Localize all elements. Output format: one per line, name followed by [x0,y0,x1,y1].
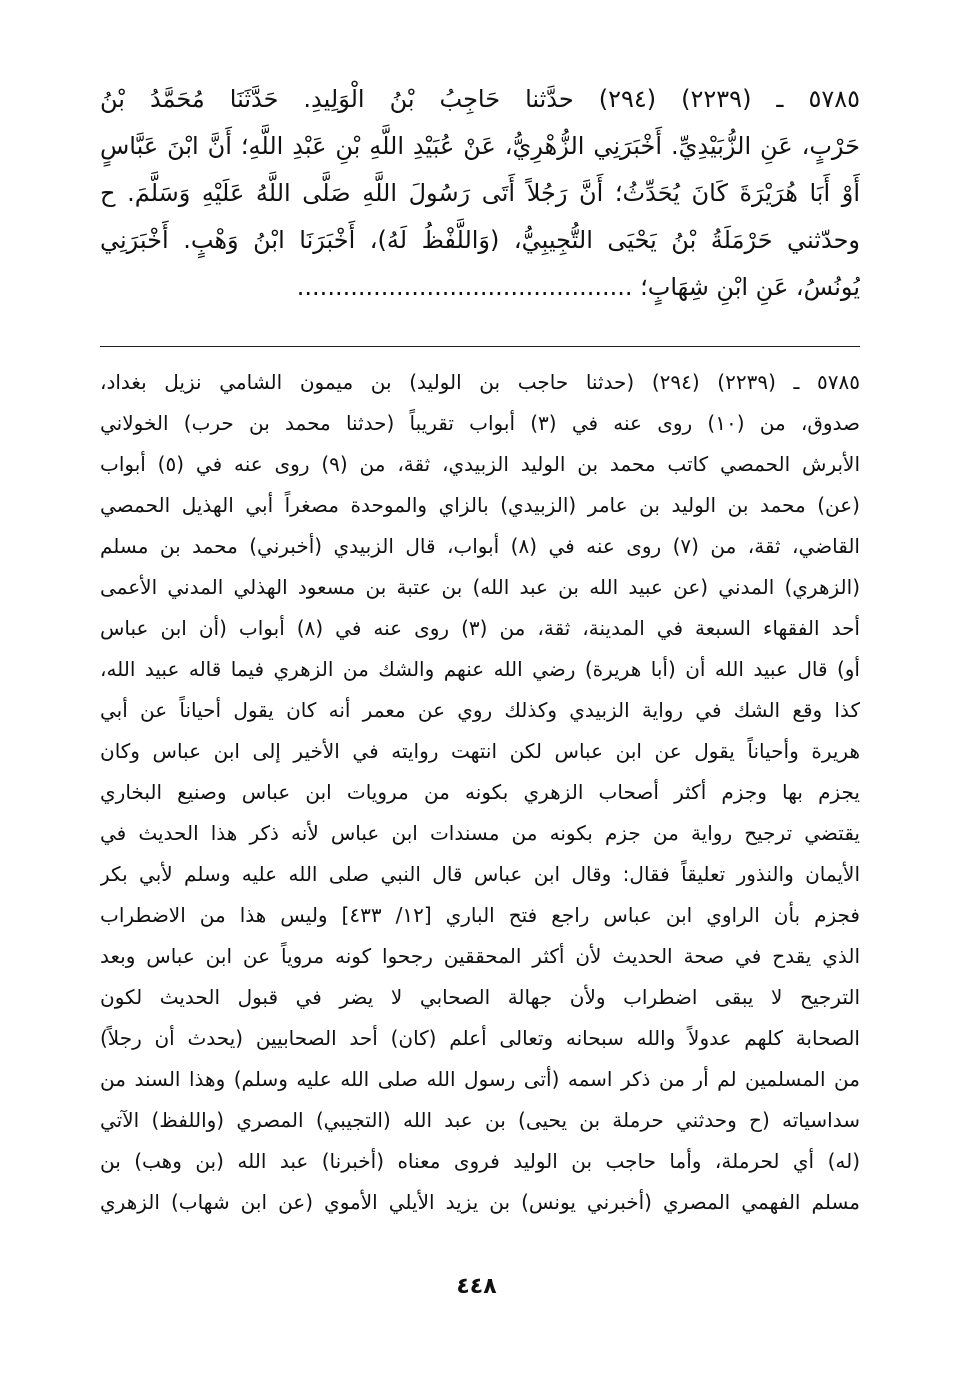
commentary-line: الذي يقدح في صحة الحديث لأن أكثر المحققين رجحوا كونه مروياً عن ابن عباس وبعد [100,944,860,968]
section-divider [100,346,860,347]
commentary-line: (الزهري) المدني (عن عبيد الله بن عبد الله) بن عتبة بن مسعود الهذلي المدني الأعمى [100,575,860,599]
commentary-line: الترجيح لا يبقى اضطراب ولأن جهالة الصحابي لا يضر في قبول الحديث لكون [100,985,860,1009]
commentary-line: يجزم بها وجزم أكثر أصحاب الزهري بكونه من مرويات ابن عباس وصنيع البخاري [100,780,860,804]
main-text-line: ٥٧٨٥ ـ (٢٢٣٩) (٢٩٤) حدَّثنا حَاجِبُ بْنُ الْوَلِيدِ. حَدَّثَنَا مُحَمَّدُ بْنُ [100,85,860,113]
main-text-line: وحدّثني حَرْمَلَةُ بْنُ يَحْيَى التُّجِيبِيُّ، (وَاللَّفْظُ لَهُ)، أَخْبَرَنَا ابْنُ وَهْبٍ. أَخْبَرَنِي [100,226,860,254]
commentary-line: أو) قال عبيد الله أن (أبا هريرة) رضي الله عنهم والشك من الزهري فيما قاله عبيد الله، [100,657,860,681]
main-text-line: يُونُسُ، عَنِ ابْنِ شِهَابٍ؛ ............................................ [296,273,860,301]
commentary-line: الصحابة كلهم عدولاً والله سبحانه وتعالى أعلم (كان) أحد الصحابيين (يحدث أن رجلاً) [100,1026,860,1050]
commentary-line: من المسلمين لم أر من ذكر اسمه (أتى رسول الله صلى الله عليه وسلم) وهذا السند من [100,1067,860,1091]
commentary-line: (له) أي لحرملة، وأما حاجب بن الوليد فروى معناه (أخبرنا) عبد الله (بن وهب) بن [100,1149,860,1173]
commentary-line: الأيمان والنذور تعليقاً فقال: وقال ابن عباس قال النبي صلى الله عليه وسلم لأبي بكر [100,862,860,886]
commentary-line: هريرة وأحياناً يقول عن ابن عباس لكن انتهت روايته في الأخير إلى ابن عباس وكان [100,739,860,763]
commentary-line: سداسياته (ح وحدثني حرملة بن يحيى) بن عبد الله (التجيبي) المصري (واللفظ) الآتي [100,1108,860,1132]
commentary-line: الأبرش الحمصي كاتب محمد بن الوليد الزبيدي، ثقة، من (٩) روى عنه في (٥) أبواب [100,452,860,476]
commentary-line: أحد الفقهاء السبعة في المدينة، ثقة، من (٣) روى عنه في (٨) أبواب (أن ابن عباس [100,616,860,640]
main-text-line: أَوْ أَبَا هُرَيْرَةَ كَانَ يُحَدِّثُ؛ أَنَّ رَجُلاً أَتَى رَسُولَ اللَّهِ صَلَّى اللَّهُ عَلَيْهِ وَسَلَّمَ. ح [100,179,860,207]
commentary-line: القاضي، ثقة، من (٧) روى عنه في (٨) أبواب، قال الزبيدي (أخبرني) محمد بن مسلم [100,534,860,558]
commentary-line: يقتضي ترجيح رواية من جزم بكونه من مسندات ابن عباس لأنه ذكر هذا الحديث في [100,821,860,845]
page-number: ٤٤٨ [456,1274,497,1299]
commentary-line: كذا وقع الشك في رواية الزبيدي وكذلك روي عن معمر أنه كان يقول أحياناً عن أبي [100,698,860,722]
commentary-line: (عن) محمد بن الوليد بن عامر (الزبيدي) بالزاي والموحدة مصغراً أبي الهذيل الحمصي [100,493,860,517]
main-text-line: حَرْبٍ، عَنِ الزُّبَيْدِيِّ. أَخْبَرَنِي الزُّهْرِيُّ، عَنْ عُبَيْدِ اللَّهِ بْنِ عَبْدِ اللَّهِ؛ أَنَّ ابْنَ عَبَّاسٍ [100,132,860,160]
commentary-text [100,362,860,1223]
commentary-line: فجزم بأن الراوي ابن عباس راجع فتح الباري [١٢/ ٤٣٣] وليس هذا من الاضطراب [100,903,860,927]
commentary-line: صدوق، من (١٠) روى عنه في (٣) أبواب تقريباً (حدثنا محمد بن حرب) الخولاني [100,411,860,435]
commentary-line: مسلم الفهمي المصري (أخبرني يونس) بن يزيد الأيلي الأموي (عن ابن شهاب) الزهري [100,1190,860,1214]
commentary-line: ٥٧٨٥ ـ (٢٢٣٩) (٢٩٤) (حدثنا حاجب بن الوليد) بن ميمون الشامي نزيل بغداد، [100,370,860,394]
hadith-main-text [100,76,860,311]
